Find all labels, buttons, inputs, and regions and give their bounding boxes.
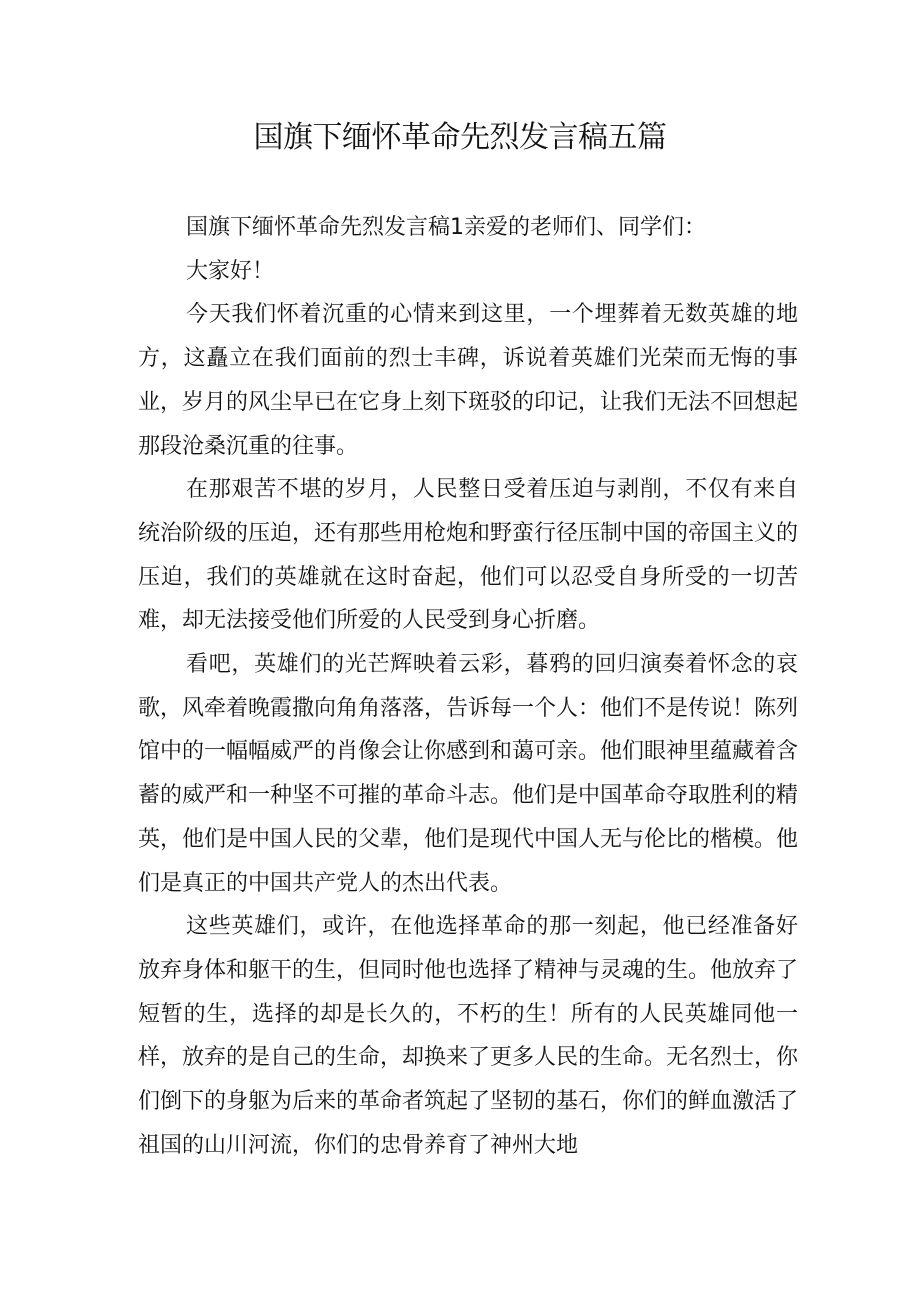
paragraph-2: 在那艰苦不堪的岁月，人民整日受着压迫与剥削，不仅有来自统治阶级的压迫，还有那些用枪炮和野蛮行径压制中国的帝国主义的压迫，我们的英雄就在这时奋起，他们可以忍受自身所受的一切苦难，却无法接受他们所爱的人民受到身心折磨。 (138, 477, 799, 634)
paragraph-1: 今天我们怀着沉重的心情来到这里，一个埋葬着无数英雄的地方，这矗立在我们面前的烈士丰碑，诉说着英雄们光荣而无悔的事业，岁月的风尘早已在它身上刻下斑驳的印记，让我们无法不回想起那段沧桑沉重的往事。 (138, 302, 799, 459)
paragraph-3: 看吧，英雄们的光芒辉映着云彩，暮鸦的回归演奏着怀念的哀歌，风牵着晚霞撒向角角落落，告诉每一个人：他们不是传说！陈列馆中的一幅幅威严的肖像会让你感到和蔼可亲。他们眼神里蕴藏着含蓄的威严和一种坚不可摧的革命斗志。他们是中国革命夺取胜利的精英，他们是中国人民的父辈，他们是现代中国人无与伦比的楷模。他们是真正的中国共产党人的杰出代表。 (138, 652, 799, 896)
paragraph-heading-greeting: 国旗下缅怀革命先烈发言稿1亲爱的老师们、同学们： (186, 215, 706, 240)
paragraph-salutation: 大家好！ (186, 258, 275, 284)
document-title: 国旗下缅怀革命先烈发言稿五篇 (253, 120, 667, 155)
document-body (138, 206, 798, 1167)
paragraph-4: 这些英雄们，或许，在他选择革命的那一刻起，他已经准备好放弃身体和躯干的生，但同时他也选择了精神与灵魂的生。他放弃了短暂的生，选择的却是长久的，不朽的生！所有的人民英雄同他一样，放弃的是自己的生命，却换来了更多人民的生命。无名烈士，你们倒下的身躯为后来的革命者筑起了坚韧的基石，你们的鲜血激活了祖国的山川河流，你们的忠骨养育了神州大地 (138, 914, 799, 1158)
